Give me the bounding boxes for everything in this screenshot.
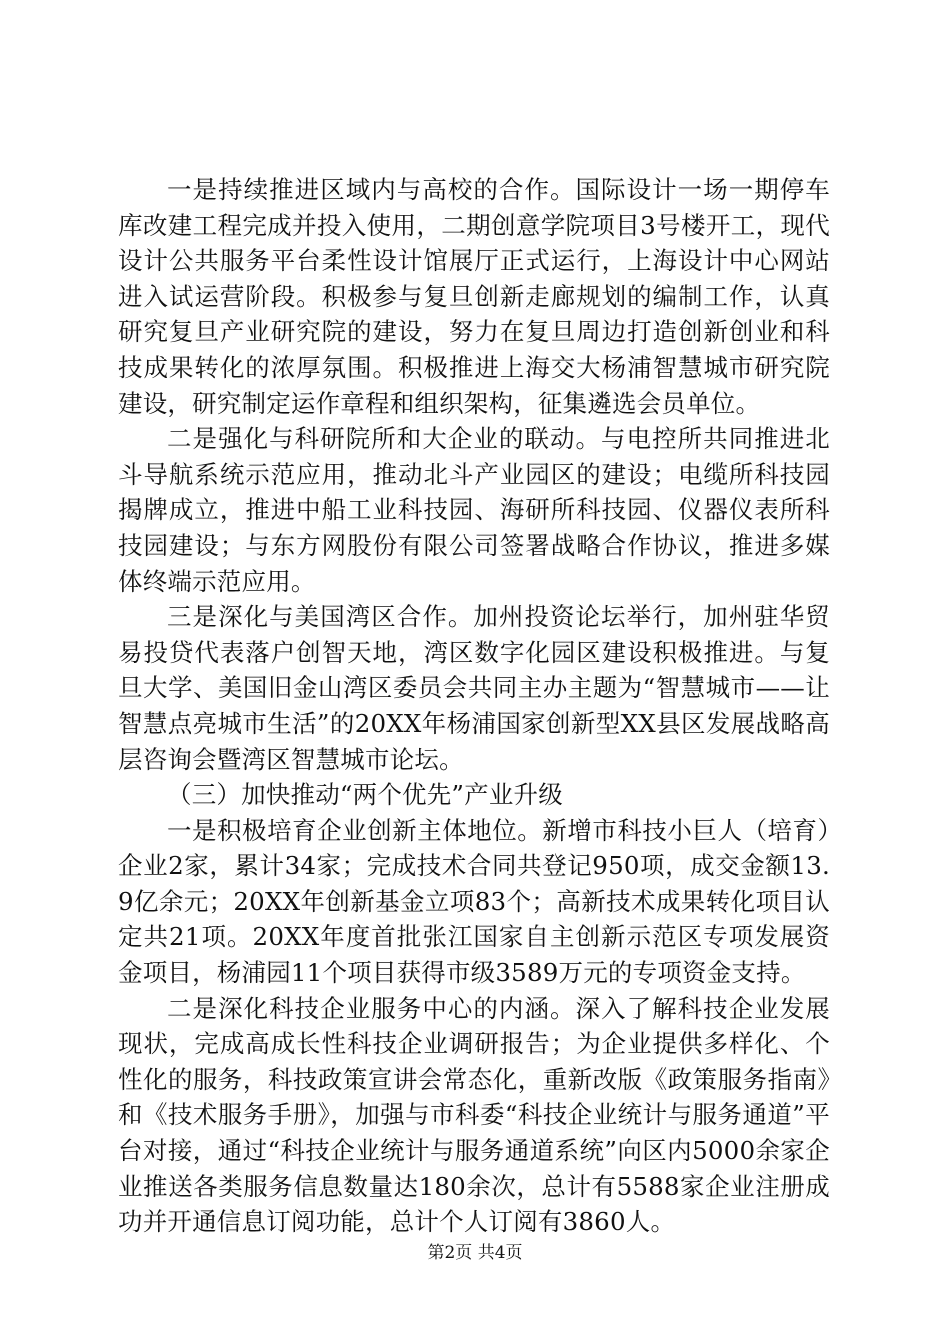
paragraph-service-center: 二是深化科技企业服务中心的内涵。深入了解科技企业发展现状，完成高成长性科技企业调研报告；为企业提供多样化、个性化的服务，科技政策宣讲会常态化，重新改版《政策服务指南》和《技术服务手册》，加强与市科委“科技企业统计与服务通道”平台对接，通过“科技企业统计与服务通道系统”向区内5000余家企业推送各类服务信息数量达180余次，总计有5588家企业注册成功并开通信息订阅功能，总计个人订阅有3860人。 (118, 993, 830, 1237)
paragraph-research-institutes: 二是强化与科研院所和大企业的联动。与电控所共同推进北斗导航系统示范应用，推动北斗产业园区的建设；电缆所科技园揭牌成立，推进中船工业科技园、海研所科技园、仪器仪表所科技园建设；与东方网股份有限公司签署战略合作协议，推进多媒体终端示范应用。 (118, 424, 830, 596)
page-number-footer: 第2页 共4页 (427, 1243, 523, 1263)
document-body (118, 172, 830, 1240)
section-heading: （三）加快推动“两个优先”产业升级 (167, 780, 563, 810)
paragraph-enterprise-innovation: 一是积极培育企业创新主体地位。新增市科技小巨人（培育）企业2家，累计34家；完成技术合同共登记950项，成交金额13.9亿余元；20XX年创新基金立项83个；高新技术成果转化项目认定共21项。20XX年度首批张江国家自主创新示范区专项发展资金项目，杨浦园11个项目获得市级3589万元的专项资金支持。 (118, 815, 830, 988)
paragraph-bay-area-cooperation: 三是深化与美国湾区合作。加州投资论坛举行，加州驻华贸易投贷代表落户创智天地，湾区数字化园区建设积极推进。与复旦大学、美国旧金山湾区委员会共同主办主题为“智慧城市——让智慧点亮城市生活”的20XX年杨浦国家创新型XX县区发展战略高层咨询会暨湾区智慧城市论坛。 (118, 602, 830, 774)
paragraph-university-cooperation: 一是持续推进区域内与高校的合作。国际设计一场一期停车库改建工程完成并投入使用，二期创意学院项目3号楼开工，现代设计公共服务平台柔性设计馆展厅正式运行，上海设计中心网站进入试运营阶段。积极参与复旦创新走廊规划的编制工作，认真研究复旦产业研究院的建设，努力在复旦周边打造创新创业和科技成果转化的浓厚氛围。积极推进上海交大杨浦智慧城市研究院建设，研究制定运作章程和组织架构，征集遴选会员单位。 (118, 175, 830, 418)
